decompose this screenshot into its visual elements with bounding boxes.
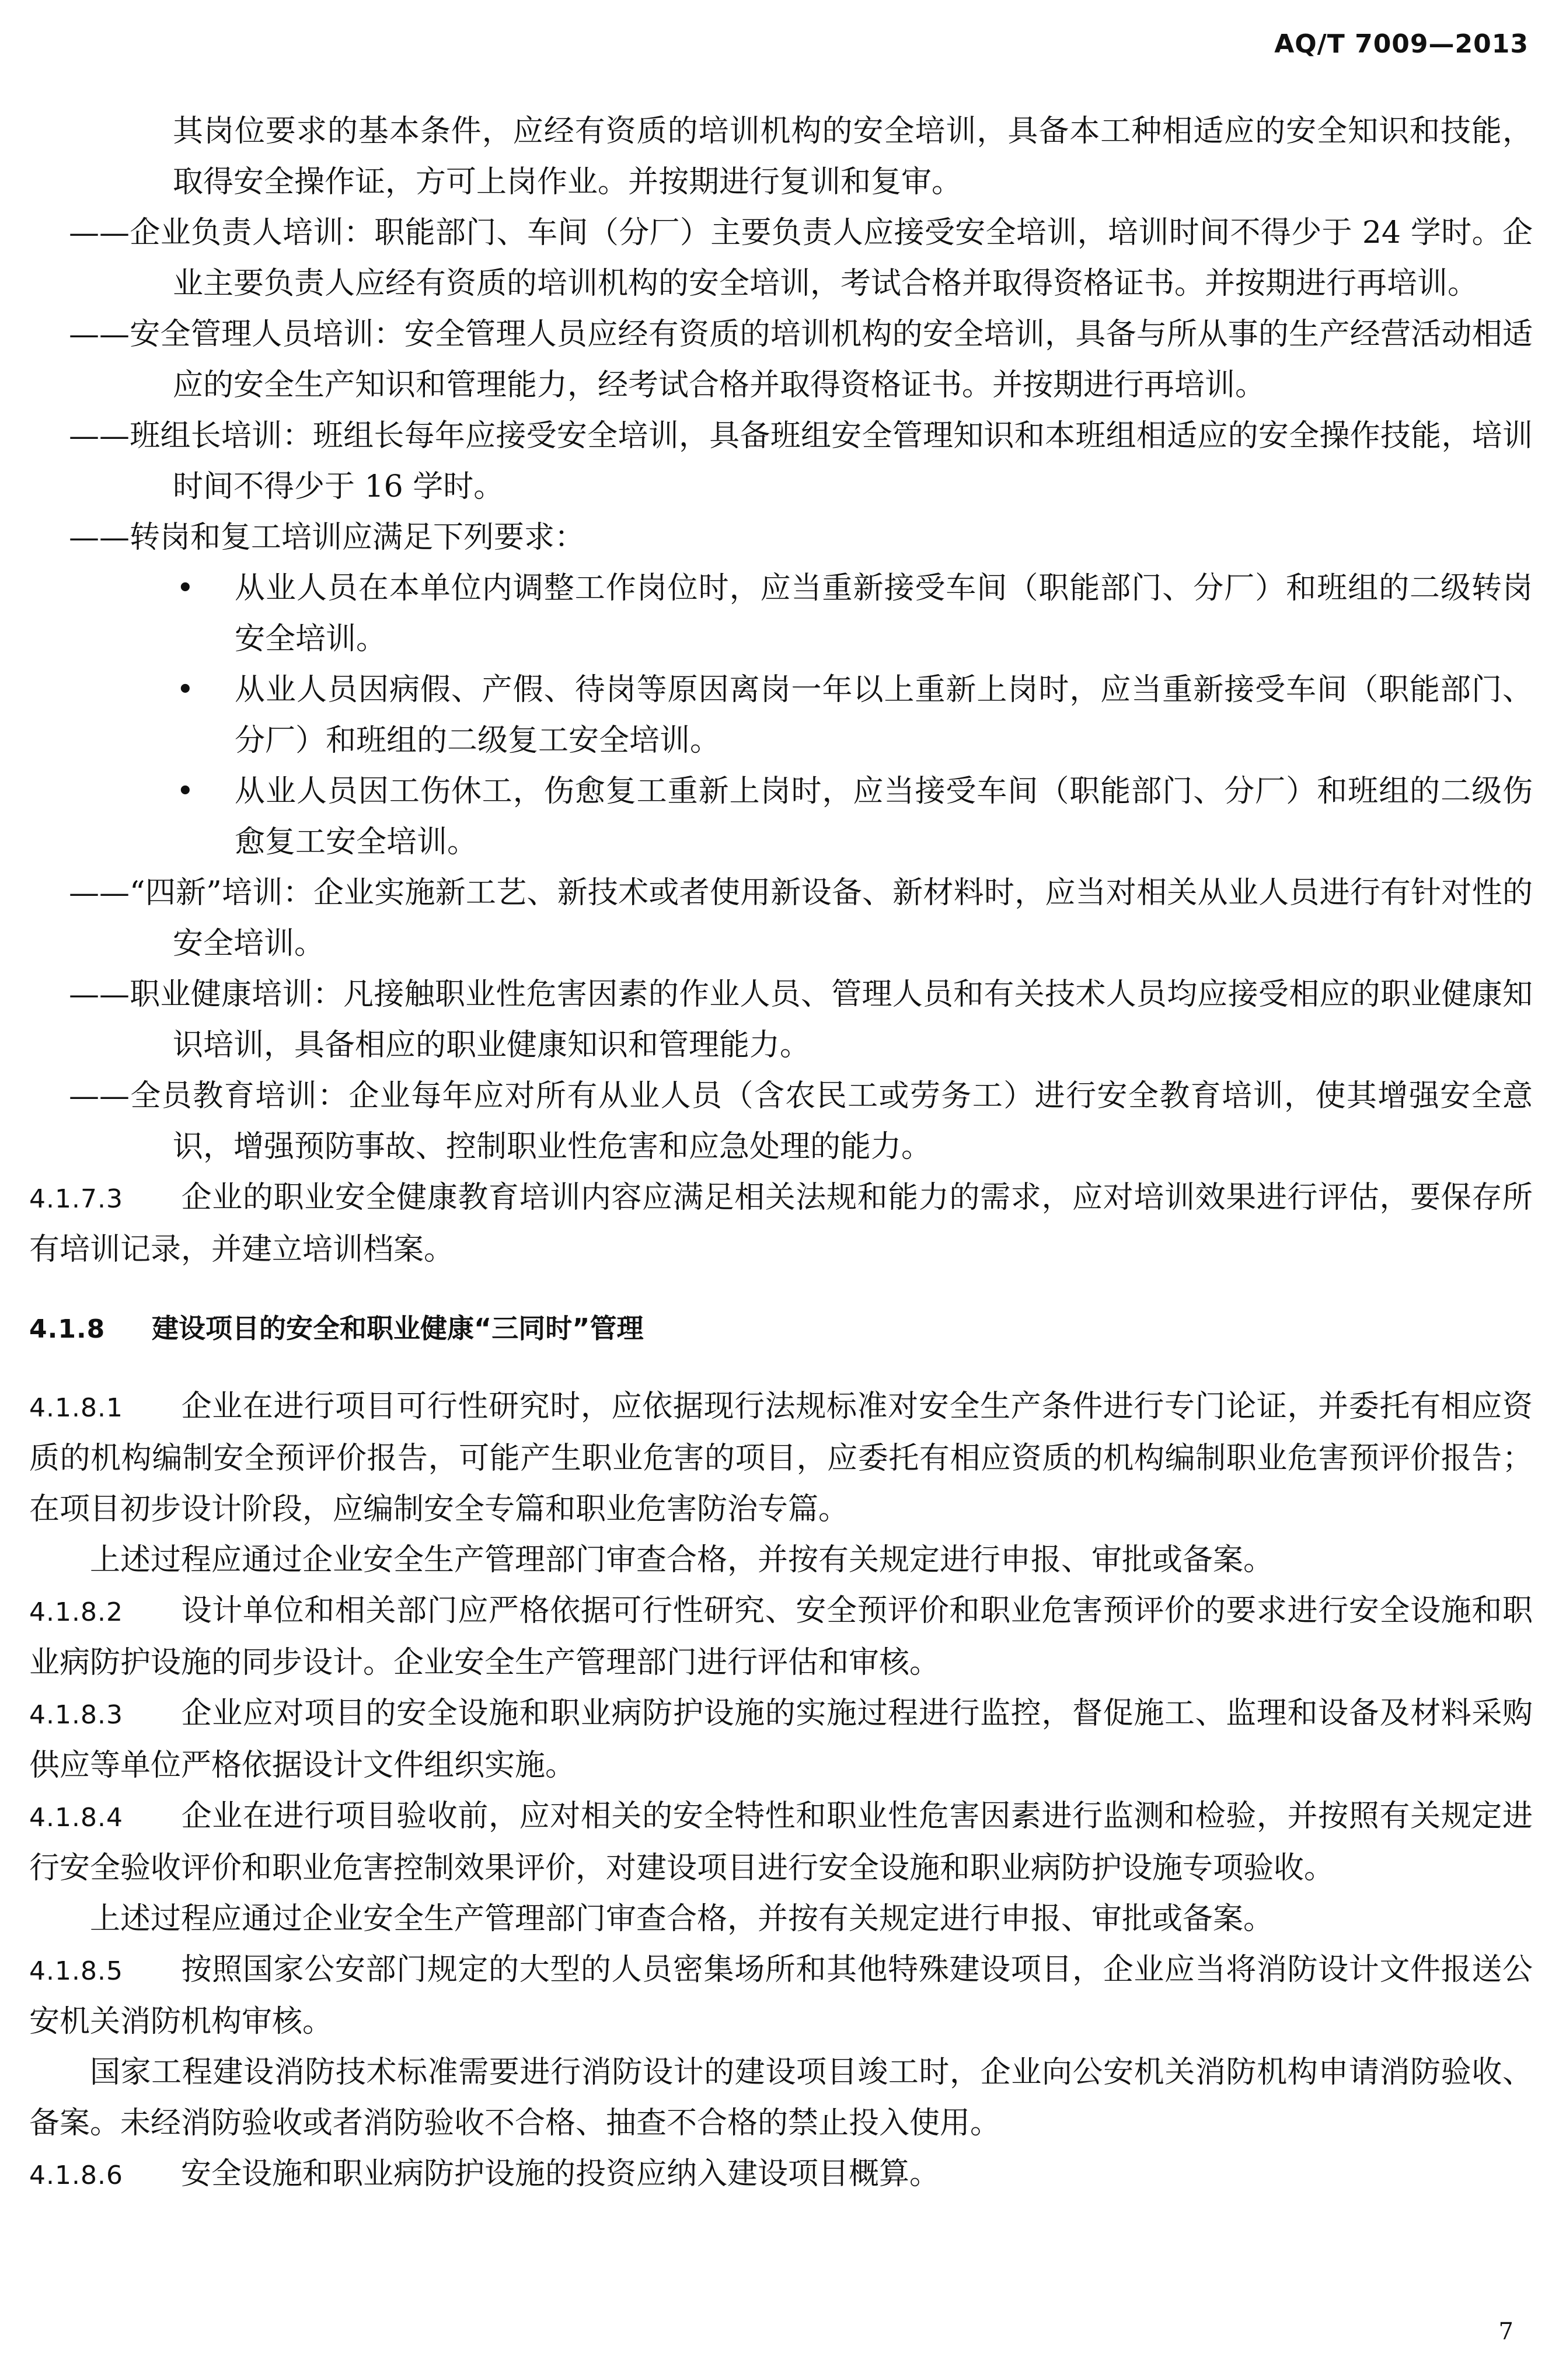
clause-number: 4.1.8.4 [29,1803,123,1833]
bullet-item [29,563,1533,665]
clause-4-1-8-4 [29,1791,1533,1894]
bullet-item [29,766,1533,868]
clause-4-1-7-3 [29,1172,1533,1275]
bullet-item [29,665,1533,766]
clause-number: 4.1.8.6 [29,2161,123,2190]
document-code: AQ/T 7009—2013 [1274,29,1529,59]
bullet-text: 从业人员因病假、产假、待岗等原因离岗一年以上重新上岗时，应当重新接受车间（职能部门、分厂）和班组的二级复工安全培训。 [235,672,1533,758]
bullet-dot-icon: • [176,571,194,606]
bullet-dot-icon: • [176,774,194,809]
dash-item-all-staff-training: ——全员教育培训：企业每年应对所有从业人员（含农民工或劳务工）进行安全教育培训，使其增强安全意识，增强预防事故、控制职业性危害和应急处理的能力。 [69,1079,1533,1164]
dash-item-team-leader-training: ——班组长培训：班组长每年应接受安全培训，具备班组安全管理知识和本班组相适应的安全操作技能，培训时间不得少于 16 学时。 [69,418,1533,504]
page-number: 7 [1498,2318,1513,2345]
clause-text: 企业在进行项目验收前，应对相关的安全特性和职业性危害因素进行监测和检验，并按照有关规定进行安全验收评价和职业危害控制效果评价，对建设项目进行安全设施和职业病防护设施专项验收。 [29,1799,1533,1886]
dash-item-transfer-training: ——转岗和复工培训应满足下列要求： [69,520,585,555]
clause-text: 设计单位和相关部门应严格依据可行性研究、安全预评价和职业危害预评价的要求进行安全设施和职业病防护设施的同步设计。企业安全生产管理部门进行评估和审核。 [29,1593,1533,1680]
clause-paragraph: 上述过程应通过企业安全生产管理部门审查合格，并按有关规定进行申报、审批或备案。 [90,1543,1274,1578]
clause-number: 4.1.8.5 [29,1956,123,1986]
dash-item-occupational-health-training: ——职业健康培训：凡接触职业性危害因素的作业人员、管理人员和有关技术人员均应接受相应的职业健康知识培训，具备相应的职业健康知识和管理能力。 [69,977,1533,1063]
clause-number: 4.1.8.2 [29,1597,123,1627]
dash-item-four-new-training: ——“四新”培训：企业实施新工艺、新技术或者使用新设备、新材料时，应当对相关从业人员进行有针对性的安全培训。 [69,875,1533,961]
continued-paragraph: 其岗位要求的基本条件，应经有资质的培训机构的安全培训，具备本工种相适应的安全知识和技能，取得安全操作证，方可上岗作业。并按期进行复训和复审。 [173,114,1533,200]
bullet-text: 从业人员在本单位内调整工作岗位时，应当重新接受车间（职能部门、分厂）和班组的二级转岗安全培训。 [235,571,1533,657]
clause-4-1-8-6 [29,2149,1533,2201]
clause-4-1-8-5 [29,1945,1533,2047]
clause-number: 4.1.7.3 [29,1184,123,1214]
clause-text: 安全设施和职业病防护设施的投资应纳入建设项目概算。 [181,2156,940,2191]
bullet-text: 从业人员因工伤休工，伤愈复工重新上岗时，应当接受车间（职能部门、分厂）和班组的二级伤愈复工安全培训。 [235,774,1533,860]
clause-4-1-8-1 [29,1381,1533,1535]
section-title: 建设项目的安全和职业健康“三同时”管理 [152,1313,644,1344]
clause-text: 企业的职业安全健康教育培训内容应满足相关法规和能力的需求，应对培训效果进行评估，要保存所有培训记录，并建立培训档案。 [29,1180,1533,1267]
clause-text: 企业应对项目的安全设施和职业病防护设施的实施过程进行监控，督促施工、监理和设备及材料采购供应等单位严格依据设计文件组织实施。 [29,1696,1533,1783]
clause-text: 企业在进行项目可行性研究时，应依据现行法规标准对安全生产条件进行专门论证，并委托有相应资质的机构编制安全预评价报告，可能产生职业危害的项目，应委托有相应资质的机构编制职业危害预评价报告；在项目初步设计阶段，应编制安全专篇和职业危害防治专篇。 [29,1389,1533,1527]
dash-item-safety-manager-training: ——安全管理人员培训：安全管理人员应经有资质的培训机构的安全培训，具备与所从事的生产经营活动相适应的安全生产知识和管理能力，经考试合格并取得资格证书。并按期进行再培训。 [69,317,1533,403]
section-number: 4.1.8 [29,1314,106,1344]
clause-text: 按照国家公安部门规定的大型的人员密集场所和其他特殊建设项目，企业应当将消防设计文件报送公安机关消防机构审核。 [29,1952,1533,2039]
clause-number: 4.1.8.1 [29,1393,123,1423]
clause-4-1-8-2 [29,1586,1533,1688]
clause-paragraph: 上述过程应通过企业安全生产管理部门审查合格，并按有关规定进行申报、审批或备案。 [90,1901,1274,1936]
dash-item-leader-training: ——企业负责人培训：职能部门、车间（分厂）主要负责人应接受安全培训，培训时间不得少于 24 学时。企业主要负责人应经有资质的培训机构的安全培训，考试合格并取得资格证书。并按期进行再培训。 [69,215,1533,301]
bullet-dot-icon: • [176,672,194,707]
clause-4-1-8-3 [29,1688,1533,1791]
page-body [29,106,1533,2201]
section-heading [29,1303,1533,1355]
clause-number: 4.1.8.3 [29,1700,123,1730]
clause-paragraph: 国家工程建设消防技术标准需要进行消防设计的建设项目竣工时，企业向公安机关消防机构申请消防验收、备案。未经消防验收或者消防验收不合格、抽查不合格的禁止投入使用。 [29,2055,1533,2141]
